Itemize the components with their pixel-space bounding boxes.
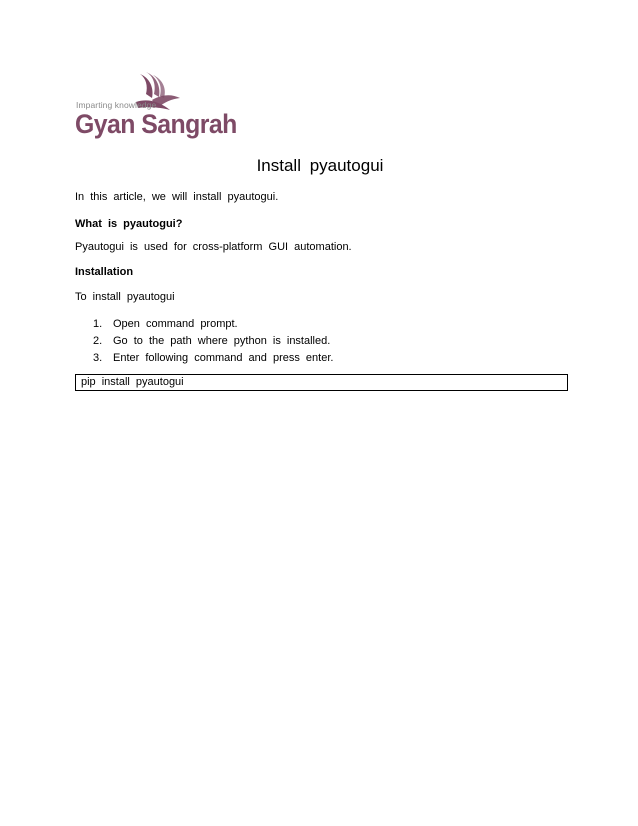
code-block: pip install pyautogui	[75, 374, 568, 391]
step-number: 2.	[93, 335, 103, 347]
list-item	[93, 333, 333, 350]
page-title-wrap	[0, 156, 638, 176]
section-body-what: Pyautogui is used for cross-platform GUI automation.	[75, 241, 352, 253]
step-number: 1.	[93, 318, 103, 330]
logo-tagline: Imparting knowledge	[76, 100, 157, 110]
page-title: Install pyautogui	[256, 156, 384, 175]
step-number: 3.	[93, 352, 103, 364]
steps-list	[93, 316, 333, 367]
section-body-installation: To install pyautogui	[75, 291, 175, 303]
section-heading-installation: Installation	[75, 266, 134, 278]
section-heading-what: What is pyautogui?	[75, 218, 183, 230]
list-item	[93, 350, 333, 367]
logo-name: Gyan Sangrah	[75, 109, 237, 139]
step-text: Enter following command and press enter.	[113, 352, 334, 364]
step-text: Go to the path where python is installed.	[113, 335, 331, 347]
brand-logo	[74, 72, 237, 142]
step-text: Open command prompt.	[113, 318, 238, 330]
intro-text: In this article, we will install pyautogui.	[75, 191, 279, 203]
list-item	[93, 316, 333, 333]
